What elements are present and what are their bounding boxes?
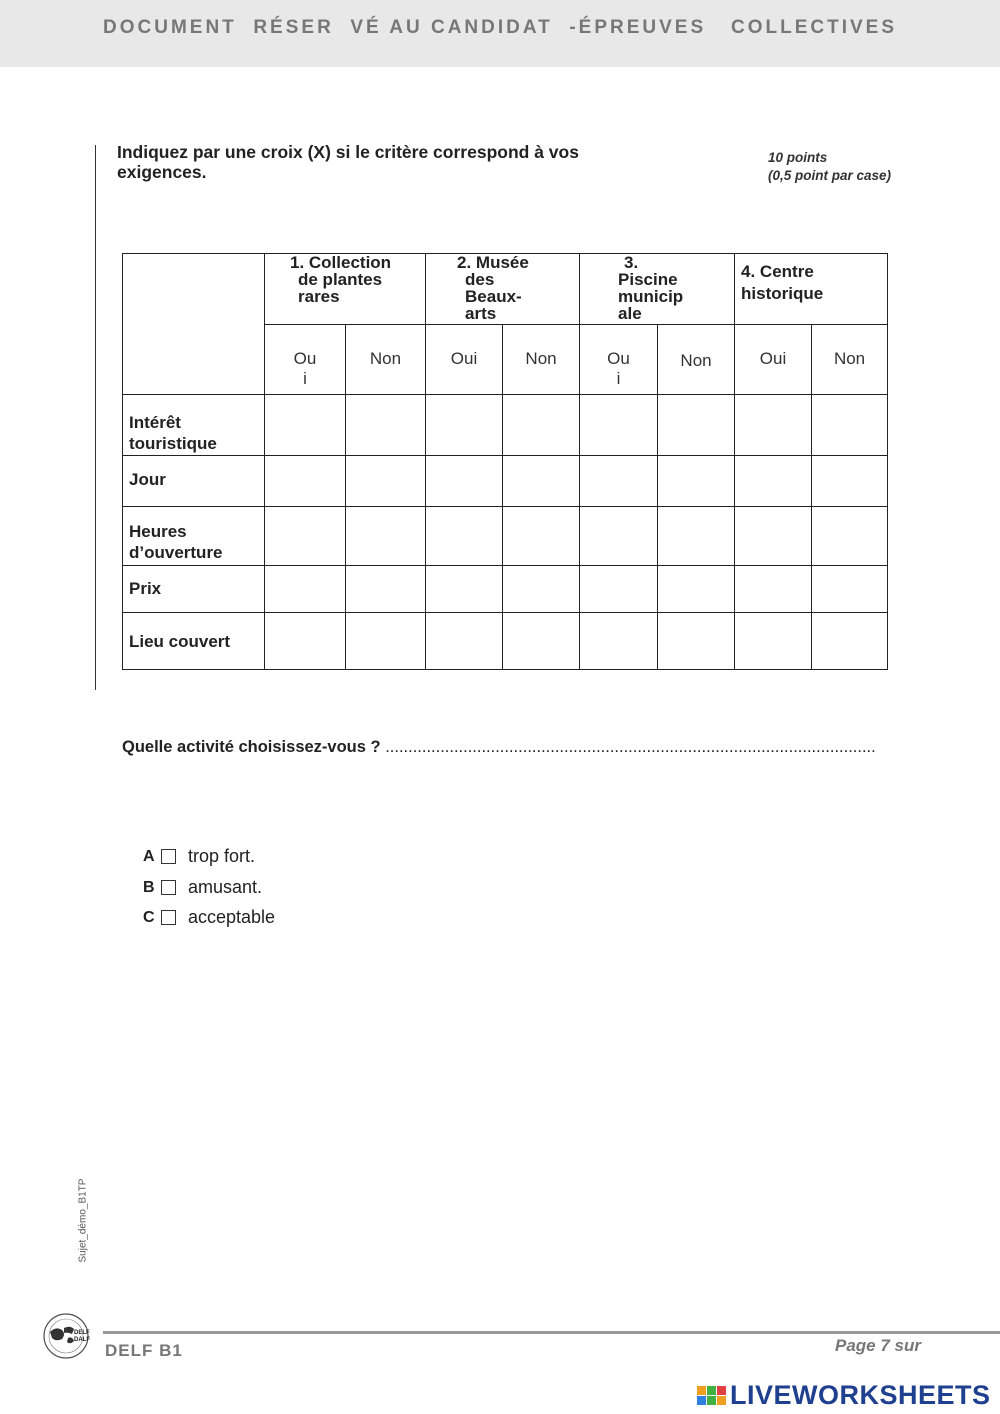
option-text: trop fort. <box>188 846 256 866</box>
option-letter: C <box>143 908 155 926</box>
criteria-table <box>122 253 888 670</box>
row-label-line: d’ouverture <box>129 543 223 562</box>
checkbox[interactable] <box>161 910 176 925</box>
no-label: Non <box>503 325 580 395</box>
row-label-line: Intérêt <box>129 413 181 432</box>
points-line1: 10 points <box>768 150 828 165</box>
answer-cell[interactable] <box>426 507 503 566</box>
table-row <box>123 507 888 566</box>
column-header-2-line: Beaux- <box>465 287 522 306</box>
column-header-3-line: Piscine <box>618 270 678 289</box>
answer-cell[interactable] <box>503 395 580 456</box>
yes-label: Ou i <box>265 325 346 395</box>
answer-cell[interactable] <box>265 566 346 613</box>
answer-cell[interactable] <box>265 613 346 670</box>
answer-cell[interactable] <box>658 613 735 670</box>
row-label-line: Jour <box>129 470 166 489</box>
instructions-line2: exigences. <box>117 162 207 182</box>
option-c[interactable] <box>143 907 275 928</box>
answer-cell[interactable] <box>580 507 658 566</box>
header-title: DOCUMENT RÉSER VÉ AU CANDIDAT -ÉPREUVES COLLECTIVES <box>103 17 897 38</box>
answer-line[interactable]: ........................................................................................................... <box>385 738 876 756</box>
question-label: Quelle activité choisissez-vous ? <box>122 738 381 756</box>
margin-rule <box>95 145 96 690</box>
answer-cell[interactable] <box>580 395 658 456</box>
column-header-4-line: 4. Centre <box>741 262 814 281</box>
instructions <box>117 142 637 182</box>
yes-label: Oui <box>735 325 812 395</box>
answer-cell[interactable] <box>658 395 735 456</box>
answer-cell[interactable] <box>265 507 346 566</box>
liveworksheets-text: LIVEWORKSHEETS <box>730 1380 991 1410</box>
column-header-3-line: 3. <box>624 253 639 272</box>
yes-label: Oui <box>426 325 503 395</box>
answer-cell[interactable] <box>346 566 426 613</box>
answer-cell[interactable] <box>265 456 346 507</box>
table-row <box>123 395 888 456</box>
column-header-2-line: arts <box>465 304 497 323</box>
column-header-2-line: 2. Musée <box>457 253 529 272</box>
delf-dalf-logo-icon <box>40 1312 92 1360</box>
option-text: acceptable <box>188 907 276 927</box>
answer-cell[interactable] <box>503 566 580 613</box>
no-label: Non <box>346 325 426 395</box>
points-note <box>768 149 891 185</box>
row-label-heures <box>123 507 265 566</box>
answer-cell[interactable] <box>426 456 503 507</box>
answer-cell[interactable] <box>658 456 735 507</box>
answer-cell[interactable] <box>812 566 888 613</box>
column-header-1-line: de plantes <box>298 270 383 289</box>
corner-cell <box>123 254 265 395</box>
row-label-line: Heures <box>129 522 187 541</box>
answer-cell[interactable] <box>503 507 580 566</box>
answer-cell[interactable] <box>346 613 426 670</box>
answer-cell[interactable] <box>658 566 735 613</box>
column-header-3-line: municip <box>618 287 684 306</box>
checkbox[interactable] <box>161 849 176 864</box>
answer-cell[interactable] <box>580 613 658 670</box>
column-header-3-line: ale <box>618 304 642 323</box>
answer-cell[interactable] <box>346 395 426 456</box>
side-reference: Sujet_démo_B1TP <box>77 1178 89 1263</box>
footer-divider <box>103 1331 1000 1334</box>
no-label: Non <box>812 325 888 395</box>
row-label-lieu <box>123 613 265 670</box>
answer-cell[interactable] <box>580 566 658 613</box>
liveworksheets-watermark <box>697 1380 991 1411</box>
option-b[interactable] <box>143 877 262 898</box>
answer-cell[interactable] <box>346 456 426 507</box>
answer-cell[interactable] <box>812 456 888 507</box>
table-row <box>123 566 888 613</box>
page-number: Page 7 sur <box>835 1336 921 1355</box>
option-letter: B <box>143 878 155 896</box>
answer-cell[interactable] <box>346 507 426 566</box>
svg-text:DELF: DELF <box>74 1330 90 1336</box>
answer-cell[interactable] <box>735 395 812 456</box>
answer-cell[interactable] <box>812 395 888 456</box>
activity-question <box>122 738 876 757</box>
answer-cell[interactable] <box>658 507 735 566</box>
answer-cell[interactable] <box>735 507 812 566</box>
answer-cell[interactable] <box>580 456 658 507</box>
answer-cell[interactable] <box>426 566 503 613</box>
option-a[interactable] <box>143 846 255 867</box>
row-label-line: Lieu couvert <box>129 632 231 651</box>
svg-text:DALF: DALF <box>74 1337 90 1343</box>
answer-cell[interactable] <box>812 613 888 670</box>
answer-cell[interactable] <box>503 613 580 670</box>
answer-cell[interactable] <box>265 395 346 456</box>
column-header-2 <box>426 254 580 325</box>
table-row <box>123 456 888 507</box>
column-header-1 <box>265 254 426 325</box>
liveworksheets-logo-icon <box>697 1386 726 1405</box>
footer-level: DELF B1 <box>105 1341 183 1360</box>
column-header-3 <box>580 254 735 325</box>
yes-label: Ou i <box>580 325 658 395</box>
answer-cell[interactable] <box>735 566 812 613</box>
row-label-line: Prix <box>129 579 162 598</box>
answer-cell[interactable] <box>503 456 580 507</box>
column-header-1-line: 1. Collection <box>290 253 392 272</box>
table-row <box>123 613 888 670</box>
row-label-prix <box>123 566 265 613</box>
instructions-line1: Indiquez par une croix (X) si le critère correspond à vos <box>117 142 579 162</box>
header-bar <box>0 0 1000 67</box>
column-header-4-line: historique <box>741 284 824 303</box>
column-header-2-line: des <box>465 270 495 289</box>
answer-cell[interactable] <box>426 613 503 670</box>
option-letter: A <box>143 847 155 865</box>
answer-cell[interactable] <box>735 613 812 670</box>
option-text: amusant. <box>188 877 263 897</box>
column-header-4 <box>735 254 888 325</box>
answer-cell[interactable] <box>426 395 503 456</box>
no-label: Non <box>658 325 735 395</box>
points-line2: (0,5 point par case) <box>768 168 892 183</box>
row-label-interet <box>123 395 265 456</box>
answer-cell[interactable] <box>812 507 888 566</box>
row-label-jour <box>123 456 265 507</box>
table-header-row <box>123 254 888 325</box>
row-label-line: touristique <box>129 434 217 453</box>
answer-cell[interactable] <box>735 456 812 507</box>
checkbox[interactable] <box>161 880 176 895</box>
column-header-1-line: rares <box>298 287 340 306</box>
